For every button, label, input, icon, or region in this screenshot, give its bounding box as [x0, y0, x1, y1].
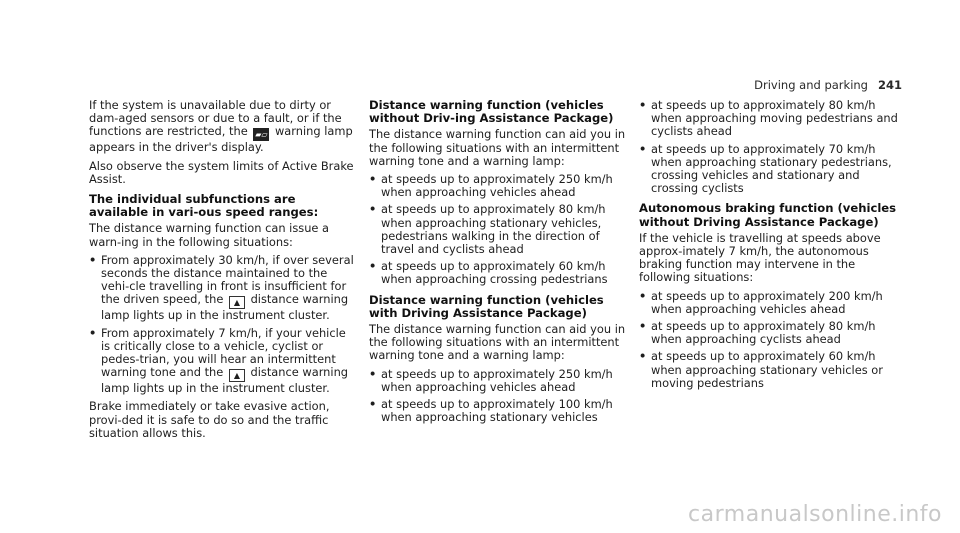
list-item [89, 327, 355, 396]
bullet: • [89, 325, 97, 340]
bullet: • [639, 349, 647, 364]
paragraph: The distance warning function can aid you in the following situations with an intermittent warning tone and a warning lamp: [369, 322, 626, 363]
bullet: • [369, 397, 377, 412]
list-item [369, 203, 629, 256]
text: at speeds up to approximately 250 km/h when approaching vehicles ahead [381, 366, 613, 394]
bullet: • [369, 172, 377, 187]
bullet: • [639, 98, 647, 112]
bullet: • [369, 202, 377, 217]
list-item [369, 368, 629, 394]
bullet: • [369, 259, 377, 274]
paragraph: If the vehicle is travelling at speeds above approx-imately 7 km/h, the autonomous braking function may intervene in the following situations: [639, 230, 881, 285]
text: distance warning lamp lights up in the instrument cluster. [101, 365, 349, 396]
list-item [89, 254, 355, 323]
text: From approximately 30 km/h, if over several seconds the distance maintained to the vehi-cle travelling in front is insufficient for the driven speed, the [101, 252, 354, 307]
bullet-list [639, 99, 903, 195]
column-1 [89, 99, 355, 445]
distance-warning-icon: ▲ [229, 296, 245, 309]
bullet-list [369, 368, 629, 425]
bullet-list [369, 173, 629, 287]
sensor-warning-icon: ▰▱ [255, 130, 268, 140]
text: at speeds up to approximately 60 km/h when approaching stationary vehicles or moving pedestrians [651, 349, 883, 390]
text: From approximately 7 km/h, if your vehicle is critically close to a vehicle, cyclist or pedes-trian, you will hear an intermittent warning tone and the [101, 325, 346, 380]
text: If the system is unavailable due to dirty or dam-aged sensors or due to a fault, or if the functions are restricted, the [89, 98, 342, 139]
bullet: • [639, 319, 647, 334]
text: distance warning lamp lights up in the instrument cluster. [101, 292, 349, 323]
text: at speeds up to approximately 100 km/h when approaching stationary vehicles [381, 397, 613, 425]
heading: The individual subfunctions are available in vari-ous speed ranges: [89, 192, 319, 220]
page-number: 241 [877, 78, 902, 92]
heading: Distance warning function (vehicles with Driving Assistance Package) [369, 292, 604, 320]
text: at speeds up to approximately 70 km/h when approaching stationary pedestrians, crossing vehicles and stationary and crossing cyclists [651, 141, 892, 196]
watermark: carmanualsonline.info [688, 502, 942, 527]
distance-warning-icon: ▲ [229, 369, 245, 382]
text: at speeds up to approximately 80 km/h when approaching cyclists ahead [651, 319, 876, 347]
section-title: Driving and parking [754, 78, 868, 92]
list-item [369, 173, 629, 199]
text: at speeds up to approximately 60 km/h when approaching crossing pedestrians [381, 259, 608, 287]
heading: Autonomous braking function (vehicles without Driving Assistance Package) [639, 201, 897, 229]
list-item [639, 320, 903, 346]
column-3 [639, 99, 903, 395]
bullet: • [89, 252, 97, 267]
paragraph: The distance warning function can aid you in the following situations with an intermittent warning tone and a warning lamp: [369, 127, 626, 168]
paragraph [89, 99, 355, 155]
bullet-list [89, 254, 355, 396]
paragraph: The distance warning function can issue a warn-ing in the following situations: [89, 221, 330, 249]
list-item [639, 290, 903, 316]
column-2 [369, 99, 629, 429]
paragraph: Brake immediately or take evasive action, provi-ded it is safe to do so and the traffic situation allows this. [89, 399, 330, 440]
text: warning lamp appears in the driver's display. [89, 124, 353, 155]
text: at speeds up to approximately 250 km/h when approaching vehicles ahead [381, 172, 613, 200]
bullet: • [639, 141, 647, 156]
text: at speeds up to approximately 80 km/h when approaching stationary vehicles, pedestrians walking in the direction of travel and cyclists ahead [381, 202, 606, 257]
list-item [369, 260, 629, 286]
list-item [639, 143, 903, 196]
list-item [639, 99, 903, 139]
bullet: • [639, 288, 647, 303]
bullet: • [369, 366, 377, 381]
page-header [754, 78, 902, 92]
heading: Distance warning function (vehicles without Driv-ing Assistance Package) [369, 98, 614, 126]
bullet-list [639, 290, 903, 390]
text: at speeds up to approximately 80 km/h when approaching moving pedestrians and cyclists ahead [651, 98, 898, 139]
text: at speeds up to approximately 200 km/h when approaching vehicles ahead [651, 288, 883, 316]
list-item [369, 398, 629, 424]
paragraph: Also observe the system limits of Active Brake Assist. [89, 158, 354, 186]
list-item [639, 350, 903, 390]
